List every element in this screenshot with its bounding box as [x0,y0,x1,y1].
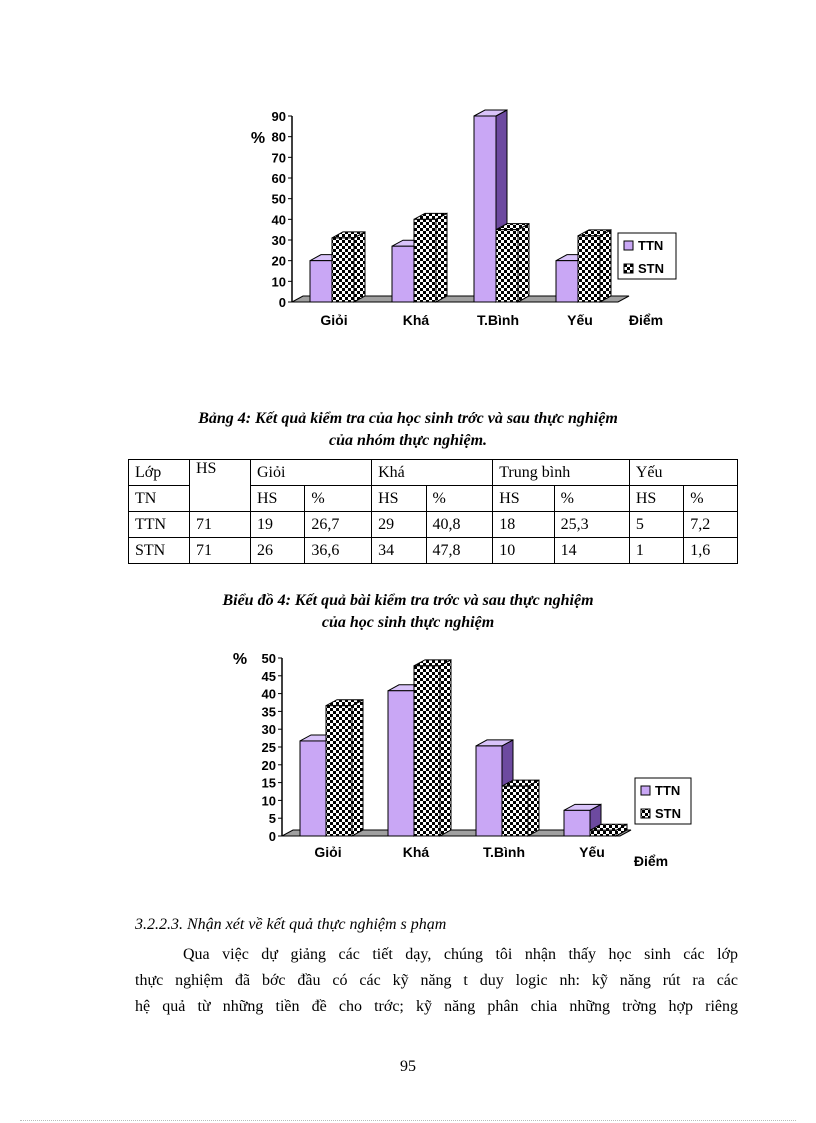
page-bottom-rule [20,1120,796,1121]
table-cell: 47,8 [426,538,493,564]
header-cell: Lớp [129,460,190,486]
header-cell: Khá [372,460,493,486]
table-caption-line2: của nhóm thực nghiệm. [328,432,488,449]
y-tick-label: 30 [261,722,276,738]
x-category-label: Khá [402,844,430,860]
chart2-caption-line2: của học sinh thực nghiệm [321,614,495,631]
x-category-label: Yếu [579,844,605,860]
y-tick-label: 10 [271,274,286,290]
y-tick-label: 30 [271,233,286,248]
legend-label-stn: STN [655,806,681,821]
x-axis-label: Điểm [628,312,664,328]
y-tick-label: 45 [261,668,276,684]
table-cell: 71 [190,512,251,538]
y-axis-label: % [232,651,248,668]
y-tick-label: 15 [261,775,276,791]
y-tick-label: 20 [261,757,276,773]
y-tick-label: 60 [271,171,286,186]
table-cell: 71 [190,538,251,564]
subheader-cell: HS [629,486,683,512]
legend-label-stn: STN [638,261,664,276]
table-cell: 5 [629,512,683,538]
table-cell: 10 [493,538,554,564]
table-cell: 26,7 [305,512,372,538]
subheader-cell: % [554,486,629,512]
bar-stn [502,780,539,836]
y-tick-label: 70 [271,150,286,166]
y-tick-label: 25 [261,740,276,755]
table-cell: STN [129,538,190,564]
y-tick-label: 80 [271,129,286,145]
table-cell: 1 [629,538,683,564]
legend-swatch-ttn [641,786,650,795]
x-category-label: T.Bình [477,312,519,328]
header-cell: Trung bình [493,460,630,486]
x-category-label: Giỏi [320,312,348,328]
table-cell: 40,8 [426,512,493,538]
table-cell: 1,6 [684,538,738,564]
x-category-label: Khá [402,312,430,328]
header-cell: TN [129,486,190,512]
subheader-cell: HS [493,486,554,512]
header-cell: HS [190,460,251,512]
x-category-label: Giỏi [314,844,342,860]
paragraph-line: thực nghiệm đã bớc đầu có các kỹ năng t duy logic nh: kỹ năng rút ra các [135,972,738,989]
x-axis-label: Điểm [633,853,669,869]
bar-stn [326,700,363,836]
subheader-cell: % [305,486,372,512]
legend-label-ttn: TTN [638,238,664,253]
y-tick-label: 40 [271,212,286,228]
y-axis-label: % [250,130,266,147]
y-tick-label: 10 [261,793,276,809]
table-cell: 7,2 [684,512,738,538]
subheader-cell: % [426,486,493,512]
bar-stn [414,660,451,836]
header-cell: Yếu [629,460,737,486]
y-tick-label: 0 [268,829,276,844]
page-number: 95 [400,1058,416,1075]
paragraph-line: hệ quả từ những tiền đề cho trớc; kỹ năng phân chia những trờng hợp riêng [135,998,738,1015]
subheader-cell: % [684,486,738,512]
legend-swatch-stn [641,809,650,818]
legend-label-ttn: TTN [655,783,681,798]
y-tick-label: 0 [278,295,286,310]
y-tick-label: 20 [271,253,286,269]
subheader-cell: HS [372,486,426,512]
y-tick-label: 35 [261,704,276,720]
x-category-label: T.Bình [483,844,525,860]
table-cell: 36,6 [305,538,372,564]
table-cell: 29 [372,512,426,538]
x-category-label: Yếu [567,312,593,328]
table-cell: 14 [554,538,629,564]
subheader-cell: HS [251,486,305,512]
paragraph-line: Qua việc dự giảng các tiết dạy, chúng tôi nhận thấy học sinh các lớp [183,946,738,963]
table-cell: 18 [493,512,554,538]
table-cell: 26 [251,538,305,564]
table-cell: 25,3 [554,512,629,538]
chart2-caption-line1: Biểu đồ 4: Kết quả bài kiểm tra trớc và sau thực nghiệm [222,592,594,609]
section-title: 3.2.2.3. Nhận xét về kết quả thực nghiệm s phạm [135,916,447,933]
y-tick-label: 90 [271,109,286,124]
table-cell: TTN [129,512,190,538]
y-tick-label: 50 [271,191,286,207]
header-cell: Giỏi [251,460,372,486]
y-tick-label: 40 [261,686,276,702]
y-tick-label: 50 [261,651,276,666]
table-caption-line1: Bảng 4: Kết quả kiểm tra của học sinh trớc và sau thực nghiệm [198,410,618,427]
table-cell: 19 [251,512,305,538]
paragraph [135,942,738,1020]
table-cell: 34 [372,538,426,564]
y-tick-label: 5 [268,811,276,827]
